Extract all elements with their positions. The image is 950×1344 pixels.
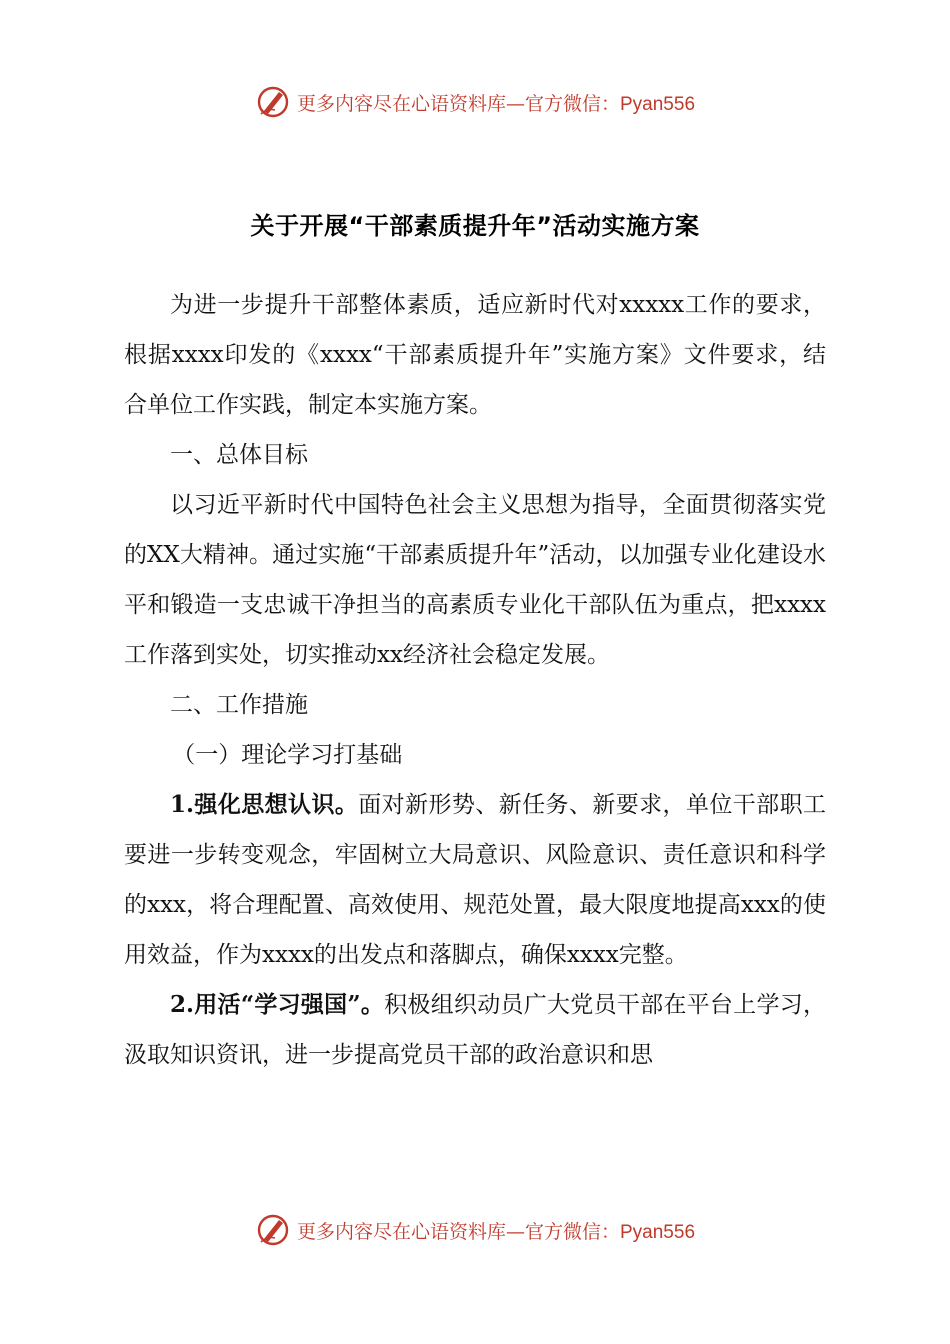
- watermark-banner-top: [0, 80, 950, 124]
- item2-paragraph: [124, 980, 826, 1080]
- watermark-text: [297, 1217, 695, 1244]
- watermark-main-text: 更多内容尽在心语资料库: [296, 1220, 506, 1243]
- item2-text: 积极组织动员广大党员干部在平台上学习，汲取知识资讯，进一步提高党员干部的政治意识和思: [124, 992, 826, 1068]
- watermark-account: Pyan556: [620, 93, 696, 115]
- pen-circle-logo-icon: [255, 84, 291, 120]
- item1-paragraph: [124, 780, 826, 980]
- subsection1-heading: （一）理论学习打基础: [172, 742, 403, 768]
- watermark-wechat-text: —官方微信：: [505, 92, 620, 115]
- pen-circle-logo-icon: [255, 1212, 291, 1248]
- section1-heading: 一、总体目标: [170, 442, 308, 468]
- document-title: 关于开展“干部素质提升年”活动实施方案: [250, 212, 700, 240]
- watermark-account: Pyan556: [620, 1221, 696, 1243]
- watermark-banner-bottom: [0, 1208, 950, 1252]
- section2-heading: 二、工作措施: [170, 692, 308, 718]
- watermark-wechat-text: —官方微信：: [505, 1220, 620, 1243]
- watermark-text: [297, 89, 695, 116]
- intro-paragraph: 为进一步提升干部整体素质，适应新时代对xxxxx工作的要求，根据xxxx印发的《xxxx“干部素质提升年”实施方案》文件要求，结合单位工作实践，制定本实施方案。: [124, 292, 826, 418]
- item1-lead: 1.强化思想认识。: [170, 791, 359, 818]
- document-body: [124, 280, 826, 1080]
- watermark-main-text: 更多内容尽在心语资料库: [296, 92, 506, 115]
- item1-text: 面对新形势、新任务、新要求，单位干部职工要进一步转变观念，牢固树立大局意识、风险意识、责任意识和科学的xxx，将合理配置、高效使用、规范处置，最大限度地提高xxx的使用效益，作为xxxx的出发点和落脚点，确保xxxx完整。: [124, 792, 826, 968]
- section1-paragraph: 以习近平新时代中国特色社会主义思想为指导，全面贯彻落实党的XX大精神。通过实施“干部素质提升年”活动，以加强专业化建设水平和锻造一支忠诚干净担当的高素质专业化干部队伍为重点，把xxxx工作落到实处，切实推动xx经济社会稳定发展。: [124, 492, 826, 668]
- item2-lead: 2.用活“学习强国”。: [170, 991, 385, 1018]
